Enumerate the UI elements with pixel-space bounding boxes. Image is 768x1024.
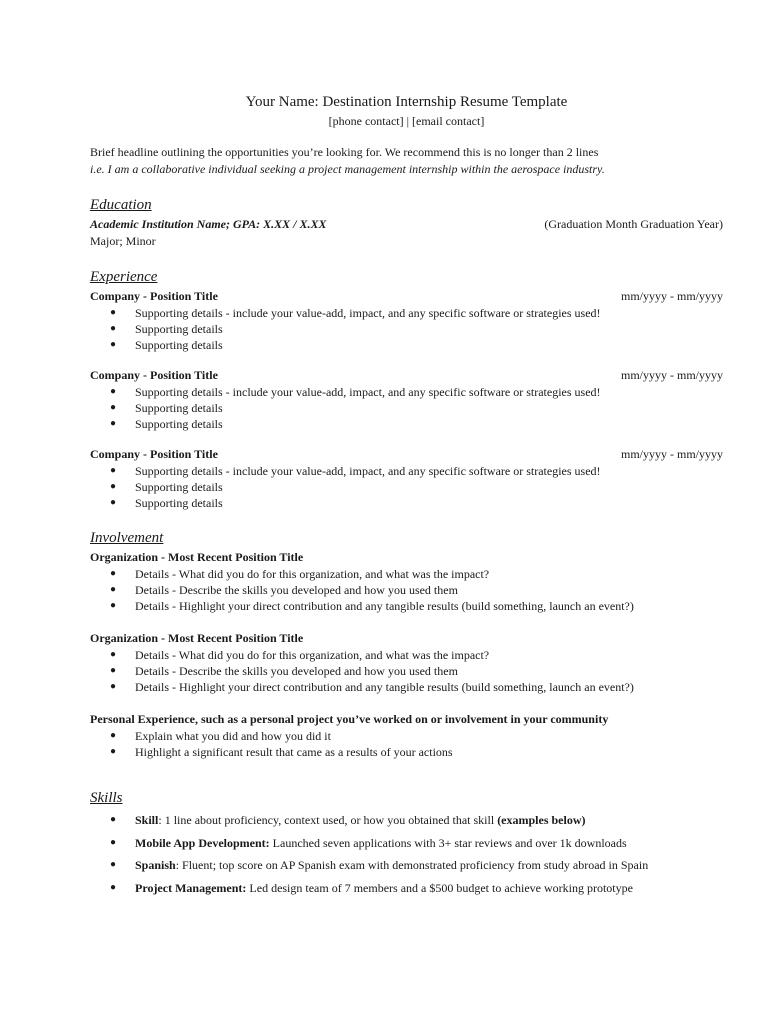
skills-list [90,809,723,899]
bullet-item: ● Supporting details - include your value-add, impact, and any specific software or strategies used! [90,305,723,321]
org-header [90,630,723,647]
org-bullets [90,647,723,695]
skill-item [90,832,723,855]
personal-bullets [90,728,723,760]
bullet-item: ● Details - Highlight your direct contribution and any tangible results (build something, launch an event?) [90,679,723,695]
bullet-item: ● Details - What did you do for this organization, and what was the impact? [90,647,723,663]
bullet-item: ● Details - What did you do for this organization, and what was the impact? [90,566,723,582]
skill-item [90,809,723,832]
institution-name: Academic Institution Name; GPA: X.XX / X.XX [90,217,327,231]
bullet-item: ● Supporting details [90,495,723,511]
bullet-item: ● Details - Describe the skills you developed and how you used them [90,663,723,679]
personal-experience-entry [90,711,723,760]
experience-entry [90,288,723,353]
skill-note: (examples below) [497,813,586,827]
resume-page [90,94,723,899]
bullet-item: ● Supporting details [90,416,723,432]
bullet-item: ● Highlight a significant result that came as a results of your actions [90,744,723,760]
org-title: Organization - Most Recent Position Title [90,631,304,645]
job-dates: mm/yyyy - mm/yyyy [621,368,723,382]
skill-name: Skill [135,813,159,827]
bullet-item: ● Supporting details [90,321,723,337]
experience-entry [90,446,723,511]
org-title: Organization - Most Recent Position Title [90,550,304,564]
education-row [90,216,723,233]
skill-name: Spanish [135,858,176,872]
job-header [90,446,723,463]
skill-separator: : [158,813,165,827]
skill-text: 1 line about proficiency, context used, or how you obtained that skill [164,813,498,827]
experience-heading: Experience [90,269,158,285]
skill-text: Fluent; top score on AP Spanish exam with demonstrated proficiency from study abroad in Spain [182,858,649,872]
skills-heading: Skills [90,790,123,806]
skill-name: Mobile App Development: [135,835,270,850]
bullet-item: ● Supporting details [90,400,723,416]
skill-separator: : [175,858,183,872]
involvement-entry [90,549,723,614]
skill-item [90,854,723,877]
graduation-date: (Graduation Month Graduation Year) [544,217,723,231]
job-dates: mm/yyyy - mm/yyyy [621,289,723,303]
personal-title: Personal Experience, such as a personal project you’ve worked on or involvement in your community [90,712,609,726]
job-header [90,288,723,305]
skill-text: Launched seven applications with 3+ star reviews and over 1k downloads [272,835,627,850]
bullet-item: ● Supporting details [90,337,723,353]
contact-line: [phone contact] | [email contact] [328,114,485,128]
org-header [90,549,723,566]
skill-text: Led design team of 7 members and a $500 budget to achieve working prototype [249,880,633,895]
bullet-item: ● Explain what you did and how you did it [90,728,723,744]
resume-title: Your Name: Destination Internship Resume Template [245,94,568,110]
headline-example: i.e. I am a collaborative individual seeking a project management internship within the aerospace industry. [90,162,605,176]
job-title: Company - Position Title [90,368,218,382]
headline-text: Brief headline outlining the opportunities you’re looking for. We recommend this is no longer than 2 lines [90,145,599,159]
org-bullets [90,566,723,614]
job-bullets [90,384,723,432]
involvement-heading: Involvement [90,530,164,546]
bullet-item: ● Details - Highlight your direct contribution and any tangible results (build something, launch an event?) [90,598,723,614]
involvement-entry [90,630,723,695]
job-dates: mm/yyyy - mm/yyyy [621,447,723,461]
experience-entry [90,367,723,432]
major-minor-row [90,233,723,250]
bullet-item: ● Details - Describe the skills you developed and how you used them [90,582,723,598]
skill-item [90,877,723,900]
job-title: Company - Position Title [90,447,218,461]
job-bullets [90,305,723,353]
job-header [90,367,723,384]
job-title: Company - Position Title [90,289,218,303]
major-minor: Major; Minor [90,234,156,248]
skill-name: Project Management: [135,880,247,895]
headline-block [90,144,723,178]
job-bullets [90,463,723,511]
education-heading: Education [90,197,152,213]
personal-header [90,711,723,728]
bullet-item: ● Supporting details - include your value-add, impact, and any specific software or strategies used! [90,384,723,400]
bullet-item: ● Supporting details [90,479,723,495]
bullet-item: ● Supporting details - include your value-add, impact, and any specific software or strategies used! [90,463,723,479]
